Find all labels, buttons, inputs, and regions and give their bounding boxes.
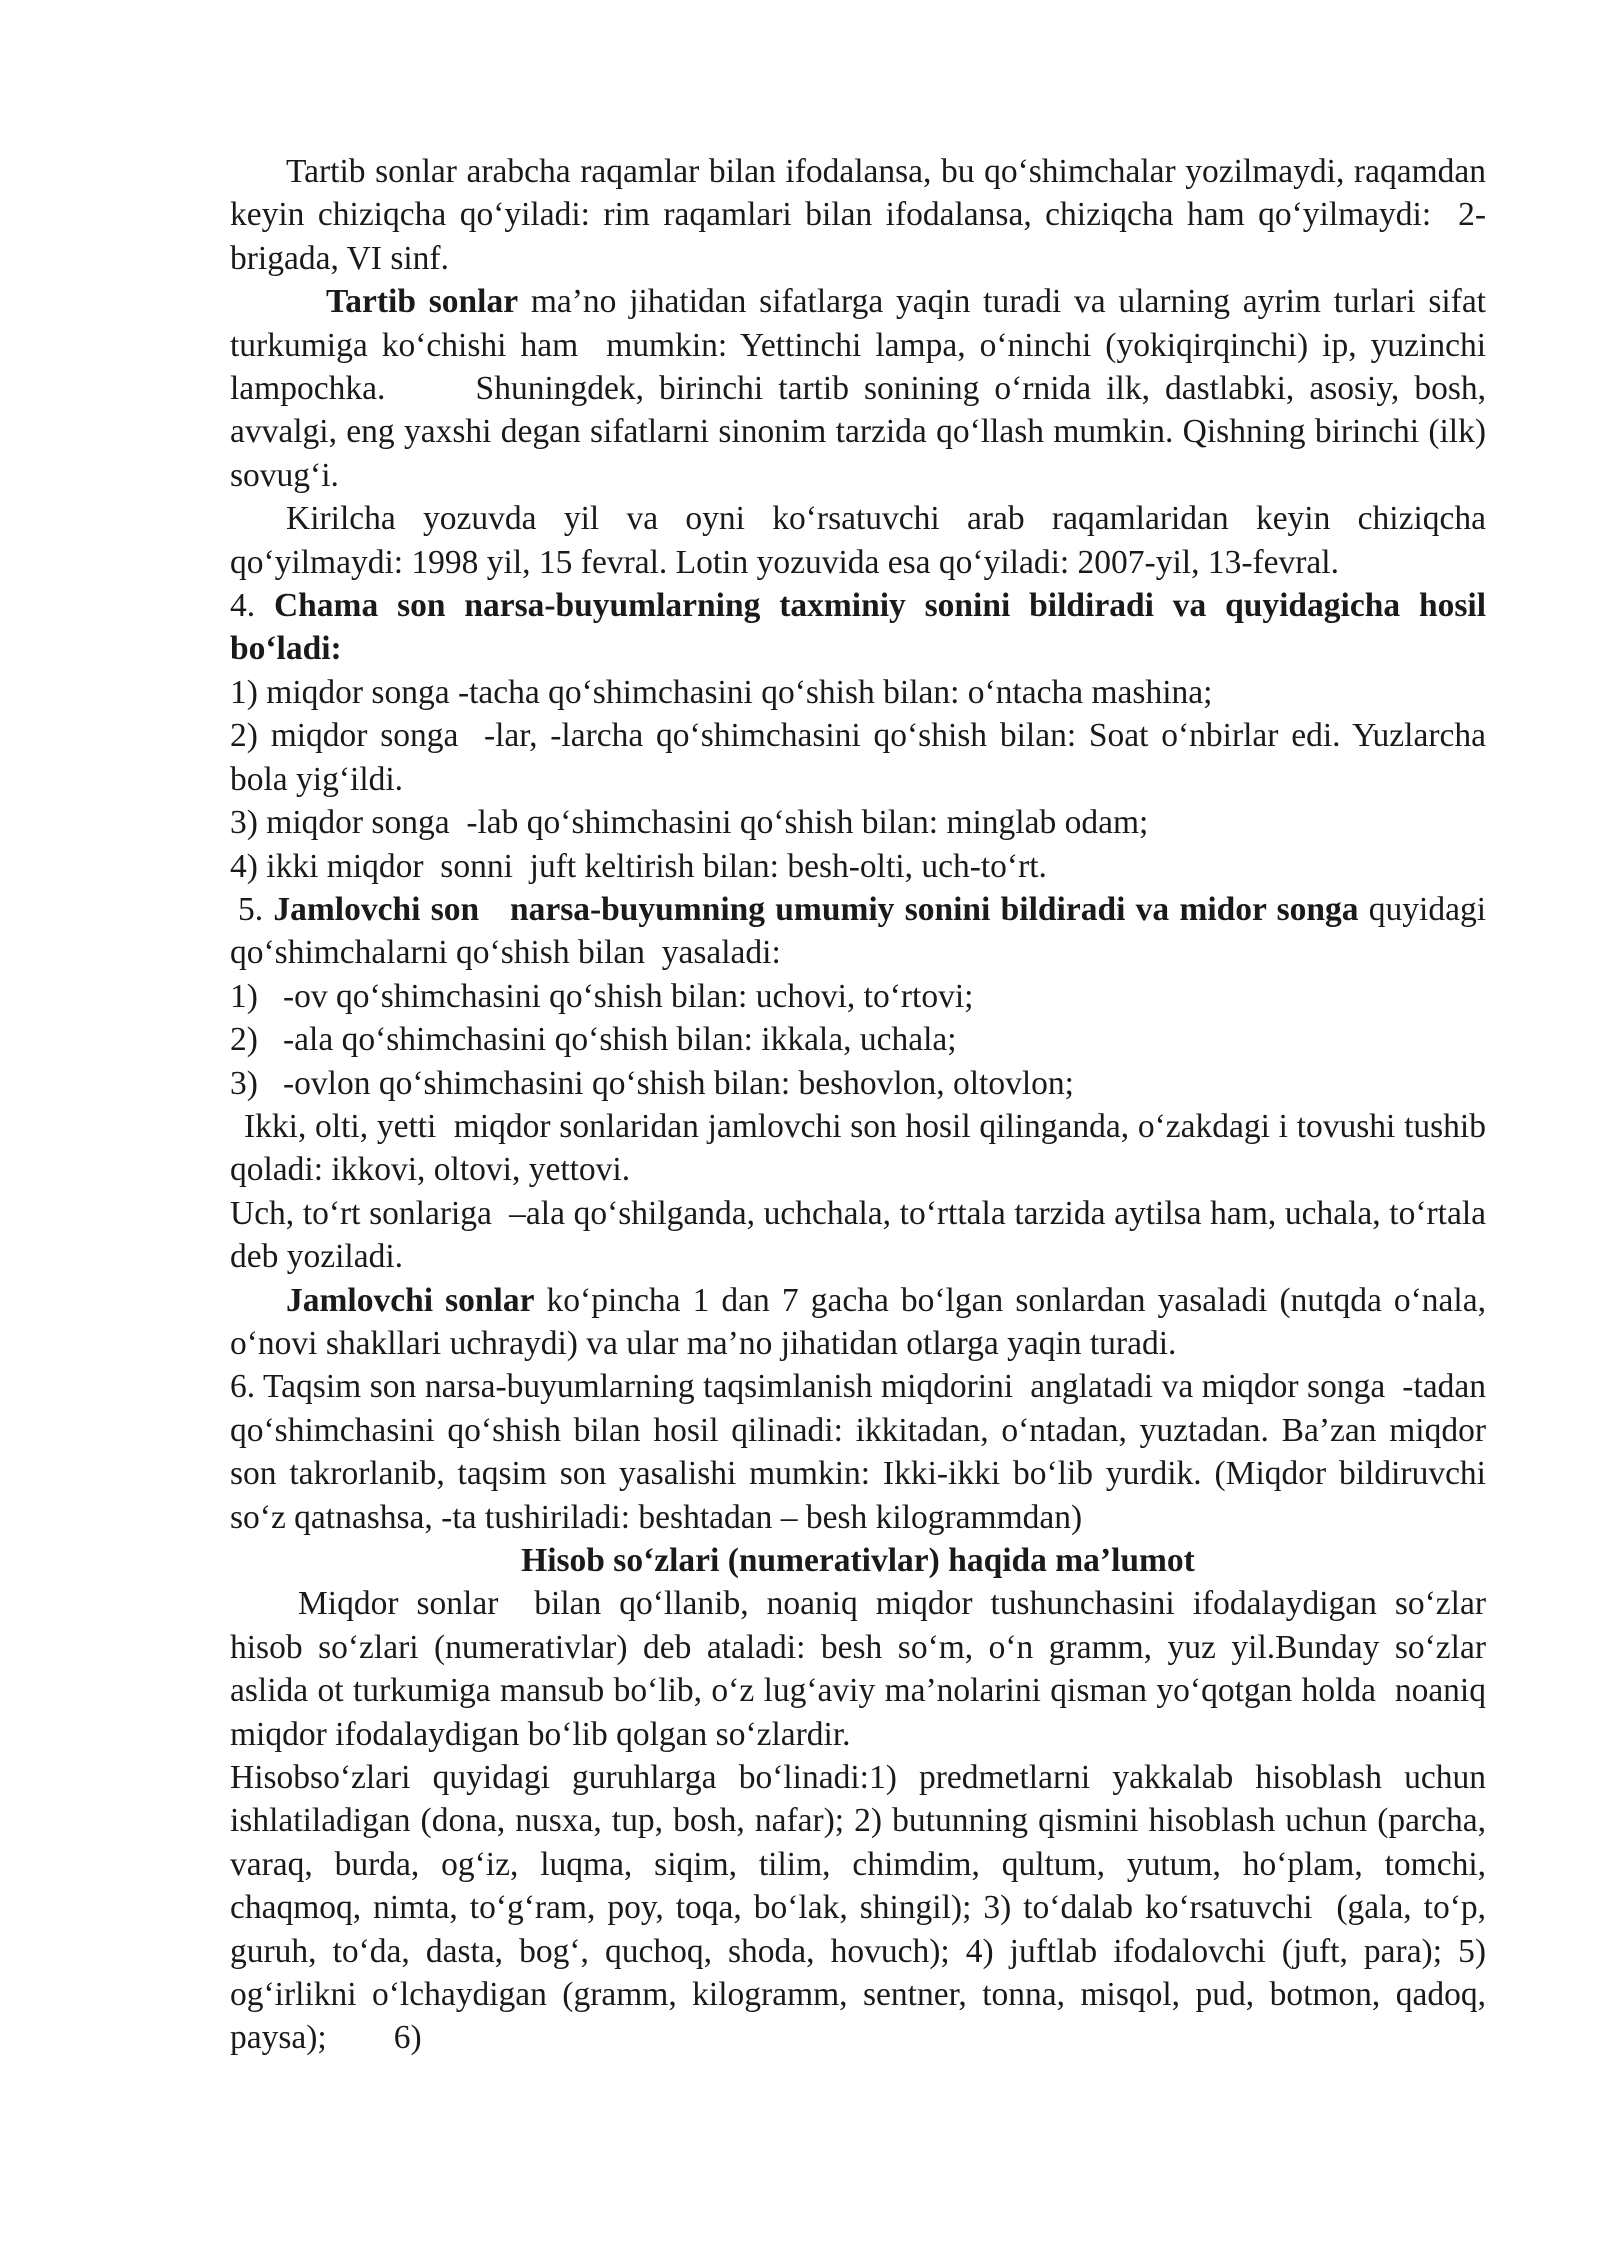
paragraph-text: ko‘pincha 1 dan 7 gacha bo‘lgan sonlardan yasaladi (nutqda o‘nala, o‘novi shakllari uchraydi) va ular ma’no jihatidan otlarga yaqin turadi. <box>230 1281 1495 1362</box>
paragraph-chama-son <box>230 584 1495 671</box>
paragraph-kirilcha-yozuv: Kirilcha yozuvda yil va oyni ko‘rsatuvchi arab raqamlaridan keyin chiziqcha qo‘yilmaydi: 1998 yil, 15 fevral. Lotin yozuvida esa qo‘yiladi: 2007-yil, 13-fevral. <box>230 500 1495 581</box>
bold-term: Tartib sonlar <box>326 283 519 321</box>
document-page <box>230 150 1512 2060</box>
paragraph-taqsim-son: 6. Taqsim son narsa-buyumlarning taqsimlanish miqdorini anglatadi va miqdor songa -tadan qo‘shimchasini qo‘shish bilan hosil qilinadi: ikkitadan, o‘ntadan, yuztadan. Ba’zan miqdor son takrorlanib, taqsim son yasalishi mumkin: Ikki-ikki bo‘lib yurdik. (Miqdor bildiruvchi so‘z qatnashsa, -ta tushiriladi: beshtadan – besh kilogrammdan) <box>230 1368 1495 1536</box>
bold-term: Jamlovchi son narsa-buyumning umumiy sonini bildiradi va midor songa <box>273 890 1359 928</box>
list-item: 4) ikki miqdor sonni juft keltirish bilan: besh-olti, uch-to‘rt. <box>230 847 1047 885</box>
paragraph-jamlovchi-son <box>230 888 1495 975</box>
paragraph-tartib-sonlar-sifat <box>230 280 1495 497</box>
list-item: 2) miqdor songa -lar, -larcha qo‘shimchasini qo‘shish bilan: Soat o‘nbirlar edi. Yuzlarcha bola yig‘ildi. <box>230 717 1495 798</box>
paragraph-text: ma’no jihatidan sifatlarga yaqin turadi va ularning ayrim turlari sifat turkumiga ko‘chishi ham mumkin: Yettinchi lampa, o‘ninchi (yokiqirqinchi) ip, yuzinchi lampochka. Shuningdek, birinchi tartib sonining o‘rnida ilk, dastlabki, asosiy, bosh, avvalgi, eng yaxshi degan sifatlarni sinonim tarzida qo‘llash mumkin. Qishning birinchi (ilk) sovug‘i. <box>230 283 1495 494</box>
list-item: 2) -ala qo‘shimchasini qo‘shish bilan: ikkala, uchala; <box>230 1021 957 1059</box>
list-item: 1) miqdor songa -tacha qo‘shimchasini qo‘shish bilan: o‘ntacha mashina; <box>230 673 1213 711</box>
paragraph-uch-tort: Uch, to‘rt sonlariga –ala qo‘shilganda, uchchala, to‘rttala tarzida aytilsa ham, uchala, to‘rtala deb yoziladi. <box>230 1194 1503 1276</box>
paragraph-hisob-sozlari-guruhlari: Hisobso‘zlari quyidagi guruhlarga bo‘linadi:1) predmetlarni yakkalab hisoblash uchun ishlatiladigan (dona, nusxa, tup, bosh, nafar); 2) butunning qismini hisoblash uchun (parcha, varaq, burda, og‘iz, luqma, siqim, tilim, chimdim, qultum, yutum, ho‘plam, tomchi, chaqmoq, nimta, to‘g‘ram, poy, toqa, bo‘lak, shingil); 3) to‘dalab ko‘rsatuvchi (gala, to‘p, guruh, to‘da, dasta, bog‘, quchoq, shoda, hovuch); 4) juftlab ifodalovchi (juft, para); 5) og‘irlikni o‘lchaydigan (gramm, kilogramm, sentner, tonna, misqol, pud, botmon, qadoq, paysa); 6) <box>230 1759 1503 2057</box>
list-item: 3) -ovlon qo‘shimchasini qo‘shish bilan: beshovlon, oltovlon; <box>230 1064 1074 1102</box>
bold-term: Jamlovchi sonlar <box>286 1281 535 1319</box>
bold-term: Chama son narsa-buyumlarning taxminiy sonini bildiradi va quyidagicha hosil bo‘ladi: <box>230 587 1495 668</box>
list-item: 3) miqdor songa -lab qo‘shimchasini qo‘shish bilan: minglab odam; <box>230 804 1149 842</box>
paragraph-ikki-olti-yetti: Ikki, olti, yetti miqdor sonlaridan jamlovchi son hosil qilinganda, o‘zakdagi i tovushi tushib qoladi: ikkovi, oltovi, yettovi. <box>230 1107 1495 1189</box>
list-item: 1) -ov qo‘shimchasini qo‘shish bilan: uchovi, to‘rtovi; <box>230 977 974 1015</box>
paragraph-jamlovchi-sonlar <box>230 1279 1495 1366</box>
section-heading: Hisob so‘zlari (numerativlar) haqida ma’lumot <box>521 1542 1195 1579</box>
paragraph-tartib-sonlar-yozilishi: Tartib sonlar arabcha raqamlar bilan ifodalansa, bu qo‘shimchalar yozilmaydi, raqamdan keyin chiziqcha qo‘yiladi: rim raqamlari bilan ifodalansa, chiziqcha ham qo‘yilmaydi: 2-brigada, VI sinf. <box>230 153 1495 277</box>
paragraph-hisob-sozlari: Miqdor sonlar bilan qo‘llanib, noaniq miqdor tushunchasini ifodalaydigan so‘zlar hisob so‘zlari (numerativlar) deb ataladi: besh so‘m, o‘n gramm, yuz yil.Bunday so‘zlar aslida ot turkumiga mansub bo‘lib, o‘z lug‘aviy ma’nolarini qisman yo‘qotgan holda noaniq miqdor ifodalaydigan bo‘lib qolgan so‘zlardir. <box>230 1585 1512 1753</box>
paragraph-text: quyidagi qo‘shimchalarni qo‘shish bilan yasaladi: <box>230 890 1495 972</box>
section-number: 5. <box>238 890 274 928</box>
section-number: 4. <box>230 587 274 625</box>
